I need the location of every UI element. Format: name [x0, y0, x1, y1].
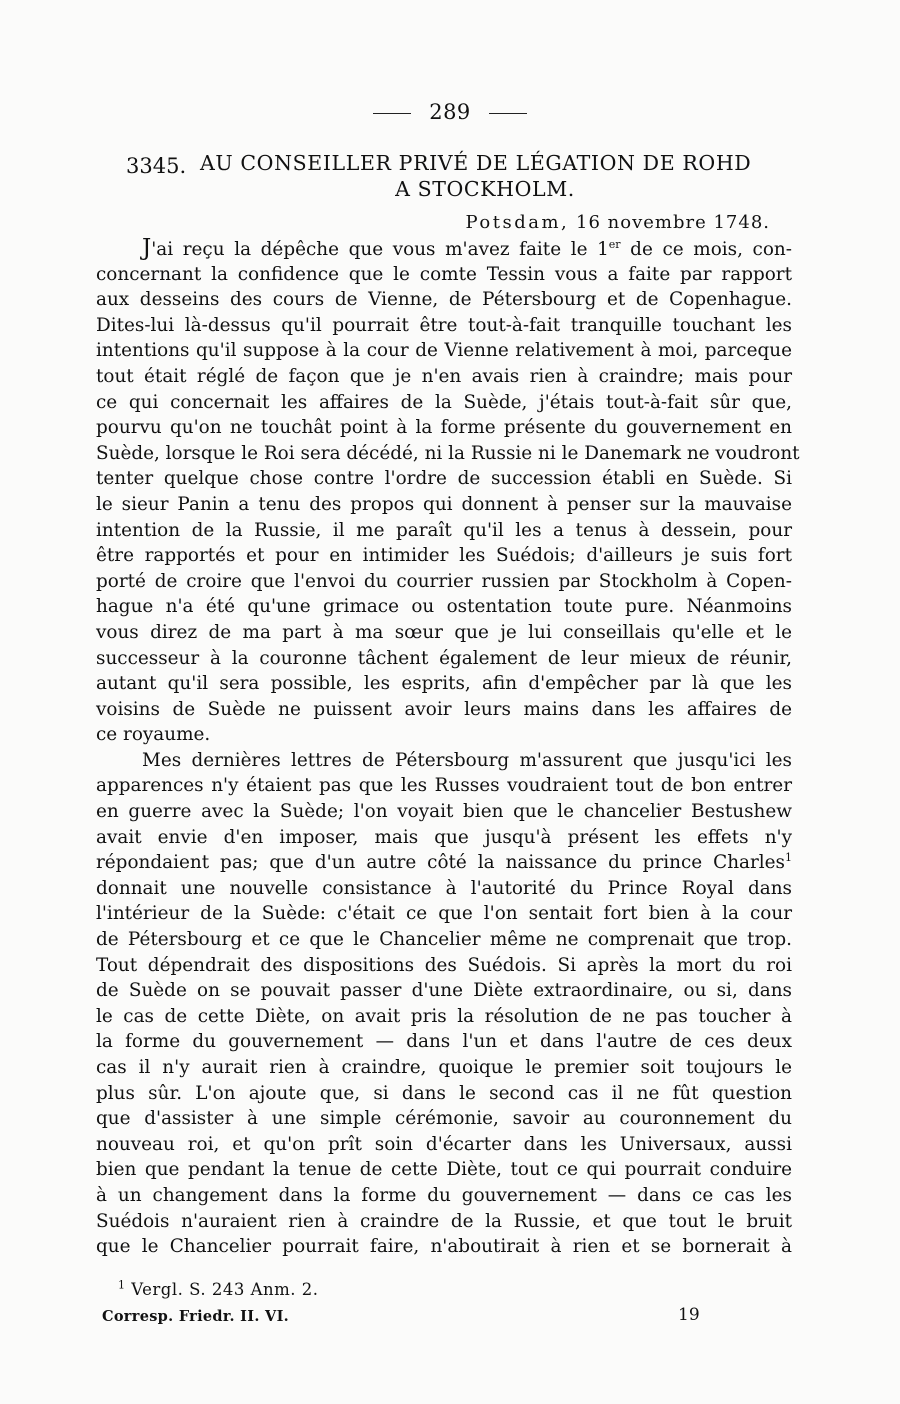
drop-cap: J	[142, 235, 152, 261]
body-line: aux desseins des cours de Vienne, de Pétersbourg et de Copenhague.	[96, 289, 792, 311]
letter-number: 3345.	[126, 154, 187, 178]
footer-signature: Corresp. Friedr. II. VI.	[102, 1308, 290, 1325]
body-line: que d'assister à une simple cérémonie, savoir au couronnement du	[96, 1108, 792, 1130]
body-line: l'intérieur de la Suède: c'était ce que l'on sentait fort bien à la cour	[96, 903, 792, 925]
letter-title	[200, 150, 770, 202]
body-line: ce royaume.	[96, 724, 211, 746]
footnote-ref: 1	[785, 851, 792, 865]
body-line: Mes dernières lettres de Pétersbourg m'assurent que jusqu'ici les	[142, 749, 792, 771]
body-line: tenter quelque chose contre l'ordre de succession établi en Suède. Si	[96, 468, 792, 490]
body-line: voisins de Suède ne puissent avoir leurs mains dans les affaires de	[96, 698, 792, 720]
first-line-end: de ce mois, con-	[620, 239, 792, 260]
body-line: apparences n'y étaient pas que les Russes voudraient tout de bon entrer	[96, 775, 792, 797]
body-line: hague n'a été qu'une grimace ou ostentation toute pure. Néanmoins	[96, 596, 792, 618]
footnote-text: Vergl. S. 243 Anm. 2.	[131, 1280, 319, 1299]
body-line: cas il n'y aurait rien à craindre, quoique le premier soit toujours le	[96, 1057, 792, 1078]
body-line: intention de la Russie, il me paraît qu'il les a tenus à dessein, pour	[96, 519, 792, 541]
body-line: vous direz de ma part à ma sœur que je lui conseillais qu'elle et le	[96, 621, 792, 643]
body-line: porté de croire que l'envoi du courrier russien par Stockholm à Copen-	[96, 570, 792, 592]
body-line: Dites-lui là-dessus qu'il pourrait être tout-à-fait tranquille touchant les	[96, 314, 792, 336]
title-line-2: A STOCKHOLM.	[395, 177, 575, 201]
body-line: intentions qu'il suppose à la cour de Vienne relativement à moi, parceque	[96, 340, 792, 362]
dateline	[466, 212, 770, 233]
first-line-text: 'ai reçu la dépêche que vous m'avez faite le 1	[151, 239, 609, 260]
body-line: être rapportés et pour en intimider les Suédois; d'ailleurs je suis fort	[96, 545, 792, 567]
body-line: plus sûr. L'on ajoute que, si dans le second cas il ne fût question	[96, 1082, 792, 1104]
body-line: donnait une nouvelle consistance à l'autorité du Prince Royal dans	[96, 877, 792, 899]
body-line: tout était réglé de façon que je n'en avais rien à craindre; mais pour	[96, 365, 792, 387]
footnote-marker: 1	[118, 1278, 126, 1292]
body-line	[96, 236, 792, 262]
body-line: pourvu qu'on ne touchât point à la forme présente du gouvernement en	[96, 417, 792, 439]
body-line: le cas de cette Diète, on avait pris la résolution de ne pas toucher à	[96, 1005, 792, 1027]
letter-body	[96, 235, 800, 1260]
page-number-header	[0, 100, 900, 124]
body-line: Suède, lorsque le Roi sera décédé, ni la Russie ni le Danemark ne voudront	[96, 442, 800, 464]
date-text: 16 novembre 1748.	[576, 212, 770, 233]
body-line: autant qu'il sera possible, les esprits, afin d'empêcher par là que les	[96, 673, 792, 695]
body-line: ce qui concernait les affaires de la Suède, j'étais tout-à-fait sûr que,	[96, 391, 792, 413]
body-line: concernant la confidence que le comte Tessin vous a faite par rapport	[96, 263, 792, 285]
body-line: nouveau roi, et qu'on prît soin d'écarter dans les Universaux, aussi	[96, 1133, 792, 1155]
body-line: de Pétersbourg et ce que le Chancelier même ne comprenait que trop.	[96, 929, 792, 951]
body-line: de Suède on se pouvait passer d'une Diète extraordinaire, ou si, dans	[96, 980, 792, 1002]
body-line: bien que pendant la tenue de cette Diète, tout ce qui pourrait conduire	[96, 1159, 792, 1181]
body-line: la forme du gouvernement — dans l'un et dans l'autre de ces deux	[96, 1031, 792, 1053]
body-line: en guerre avec la Suède; l'on voyait bien que le chancelier Bestushew	[96, 801, 792, 823]
body-line: avait envie d'en imposer, mais que jusqu'à présent les effets n'y	[96, 826, 792, 848]
body-line: Tout dépendrait des dispositions des Suédois. Si après la mort du roi	[96, 954, 792, 976]
rule-right	[489, 113, 527, 114]
body-line: répondaient pas; que d'un autre côté la naissance du prince Charles$^1$	[96, 851, 792, 874]
superscript-er: er	[608, 237, 621, 251]
title-line-1: AU CONSEILLER PRIVÉ DE LÉGATION DE ROHD	[200, 151, 752, 175]
footnote	[118, 1280, 319, 1299]
body-line: successeur à la couronne tâchent également de leur mieux de réunir,	[96, 647, 792, 669]
body-line: à un changement dans la forme du gouvernement — dans ce cas les	[96, 1184, 792, 1206]
paragraph-1	[96, 262, 800, 748]
paragraph-2	[96, 748, 792, 1260]
body-line: le sieur Panin a tenu des propos qui donnent à penser sur la mauvaise	[96, 493, 792, 515]
date-place: Potsdam,	[465, 212, 570, 233]
body-line: Suédois n'auraient rien à craindre de la Russie, et que tout le bruit	[96, 1210, 792, 1232]
body-line: que le Chancelier pourrait faire, n'aboutirait à rien et se bornerait à	[96, 1236, 792, 1258]
footer-sheet-number: 19	[678, 1305, 700, 1325]
page-number: 289	[429, 100, 471, 124]
rule-left	[373, 113, 411, 114]
